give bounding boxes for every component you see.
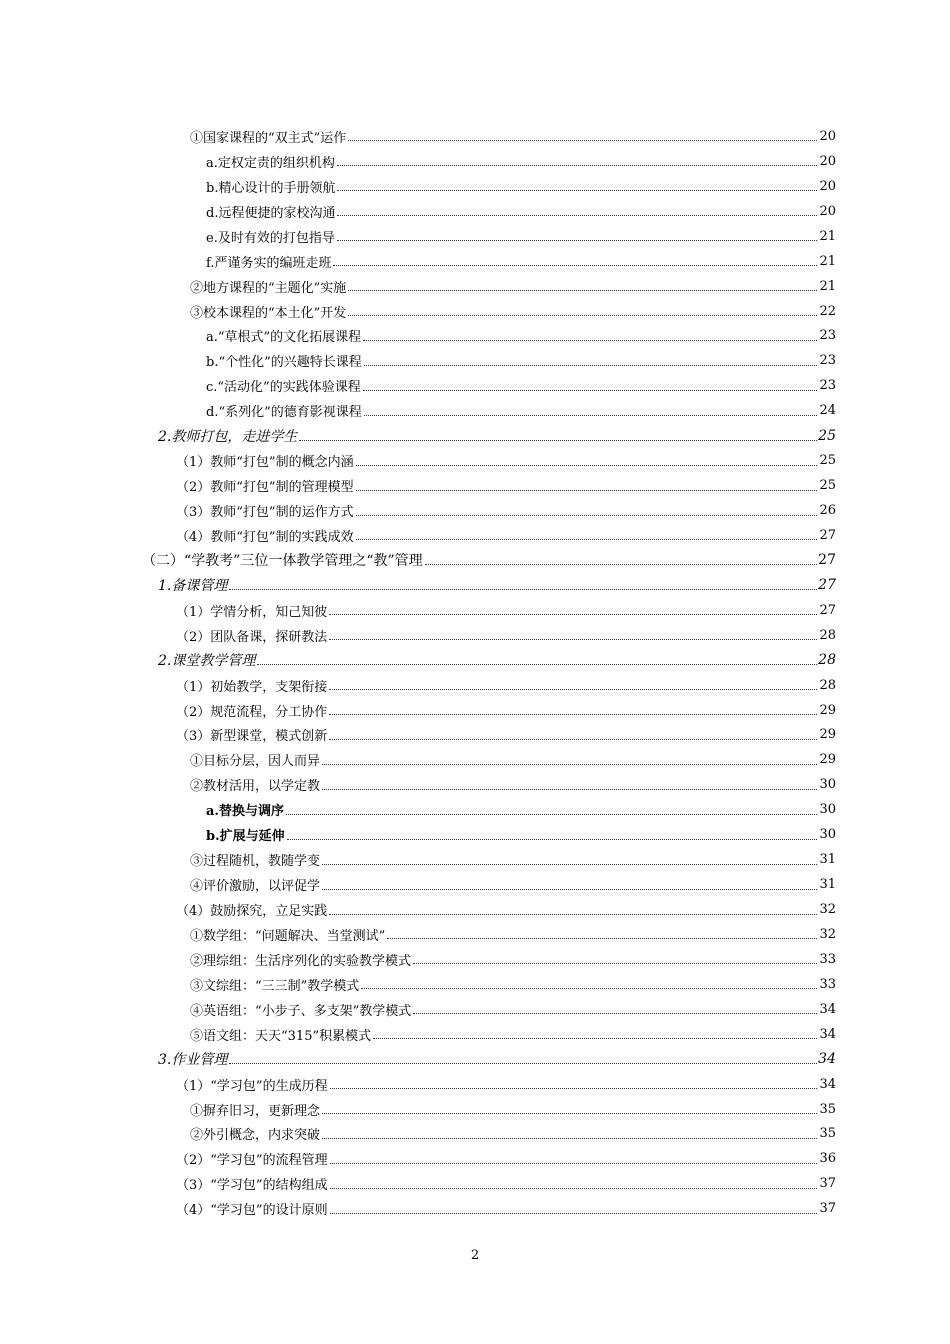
toc-dot-leader xyxy=(373,1038,817,1039)
toc-dot-leader xyxy=(356,515,817,516)
toc-entry-label: d.“系列化”的德育影视课程 xyxy=(206,405,362,421)
toc-entry-page: 27 xyxy=(819,602,836,618)
toc-entry-label: （4）“学习包”的设计原则 xyxy=(176,1203,328,1219)
toc-entry[interactable] xyxy=(206,324,836,349)
toc-entry-page: 27 xyxy=(819,527,836,543)
toc-entry-page: 28 xyxy=(819,677,836,693)
toc-dot-leader xyxy=(229,1063,817,1064)
toc-entry-label: b.精心设计的手册领航 xyxy=(206,180,336,196)
toc-entry-label: ②地方课程的“主题化”实施 xyxy=(190,280,347,296)
toc-entry[interactable] xyxy=(190,747,836,772)
toc-entry-label: ②教材活用，以学定教 xyxy=(190,779,321,795)
toc-entry[interactable] xyxy=(190,847,836,872)
toc-entry-page: 29 xyxy=(819,752,836,768)
toc-entry[interactable] xyxy=(176,1146,836,1171)
toc-dot-leader xyxy=(322,764,817,765)
toc-entry-page: 36 xyxy=(819,1151,836,1167)
toc-entry-page: 32 xyxy=(819,902,836,918)
toc-entry[interactable] xyxy=(142,548,836,573)
toc-entry-label: （2）“学习包”的流程管理 xyxy=(176,1153,328,1169)
toc-dot-leader xyxy=(413,963,817,964)
toc-dot-leader xyxy=(337,165,817,166)
toc-entry[interactable] xyxy=(176,448,836,473)
toc-entry-page: 20 xyxy=(819,203,836,219)
toc-entry-label: a.替换与调序 xyxy=(206,804,284,820)
toc-dot-leader xyxy=(348,315,817,316)
toc-entry[interactable] xyxy=(206,174,836,199)
toc-dot-leader xyxy=(322,1138,817,1139)
table-of-contents xyxy=(0,124,950,1221)
toc-entry-label: ①摒弃旧习，更新理念 xyxy=(190,1103,321,1119)
toc-entry[interactable] xyxy=(206,249,836,274)
toc-dot-leader xyxy=(287,839,817,840)
toc-entry-page: 20 xyxy=(819,128,836,144)
toc-entry-page: 27 xyxy=(818,577,836,594)
toc-entry[interactable] xyxy=(176,498,836,523)
toc-entry[interactable] xyxy=(190,872,836,897)
toc-entry[interactable] xyxy=(158,648,836,673)
toc-entry-page: 31 xyxy=(819,877,836,893)
toc-entry-page: 30 xyxy=(819,777,836,793)
toc-entry-label: （二）“学教考”三位一体教学管理之“教”管理 xyxy=(142,553,423,570)
toc-entry-label: ①数学组：“问题解决、当堂测试” xyxy=(190,928,386,944)
toc-entry-page: 30 xyxy=(819,802,836,818)
toc-entry-page: 23 xyxy=(819,353,836,369)
toc-entry-page: 23 xyxy=(819,328,836,344)
toc-entry[interactable] xyxy=(176,698,836,723)
toc-dot-leader xyxy=(330,1088,817,1089)
toc-entry-page: 25 xyxy=(819,453,836,469)
toc-dot-leader xyxy=(356,539,817,540)
toc-entry-label: （1）初始教学，支架衔接 xyxy=(176,679,328,695)
toc-entry[interactable] xyxy=(176,473,836,498)
toc-entry-label: 3.作业管理 xyxy=(158,1052,228,1069)
toc-entry-page: 20 xyxy=(819,153,836,169)
toc-entry-page: 23 xyxy=(819,378,836,394)
toc-entry-page: 34 xyxy=(819,1026,836,1042)
toc-entry[interactable] xyxy=(206,149,836,174)
toc-entry-label: 2.课堂教学管理 xyxy=(158,653,256,670)
toc-entry-label: （4）鼓励探究，立足实践 xyxy=(176,904,328,920)
toc-entry-label: a.定权定责的组织机构 xyxy=(206,155,335,171)
toc-entry-label: b.“个性化”的兴趣特长课程 xyxy=(206,355,362,371)
toc-dot-leader xyxy=(425,564,817,565)
toc-entry[interactable] xyxy=(206,398,836,423)
toc-dot-leader xyxy=(363,340,817,341)
toc-entry-page: 24 xyxy=(819,403,836,419)
toc-entry[interactable] xyxy=(190,772,836,797)
toc-dot-leader xyxy=(348,290,817,291)
toc-dot-leader xyxy=(330,1163,817,1164)
toc-entry[interactable] xyxy=(158,573,836,598)
toc-entry-label: （3）教师“打包”制的运作方式 xyxy=(176,505,354,521)
toc-entry-page: 35 xyxy=(819,1101,836,1117)
toc-dot-leader xyxy=(329,739,817,740)
toc-entry-label: ④英语组：“小步子、多支架”教学模式 xyxy=(190,1003,412,1019)
toc-entry[interactable] xyxy=(190,972,836,997)
toc-entry[interactable] xyxy=(206,822,836,847)
toc-entry-label: e.及时有效的打包指导 xyxy=(206,230,335,246)
toc-entry-label: b.扩展与延伸 xyxy=(206,829,285,845)
toc-entry[interactable] xyxy=(190,274,836,299)
toc-entry-label: （3）新型课堂，模式创新 xyxy=(176,729,328,745)
toc-dot-leader xyxy=(229,589,817,590)
toc-dot-leader xyxy=(364,365,817,366)
toc-entry[interactable] xyxy=(206,224,836,249)
toc-entry[interactable] xyxy=(176,1196,836,1221)
toc-dot-leader xyxy=(322,864,817,865)
toc-dot-leader xyxy=(286,814,817,815)
toc-entry[interactable] xyxy=(176,598,836,623)
toc-entry-page: 32 xyxy=(819,926,836,942)
toc-entry-label: （2）教师“打包”制的管理模型 xyxy=(176,480,354,496)
toc-entry-page: 22 xyxy=(819,303,836,319)
toc-entry-page: 29 xyxy=(819,727,836,743)
toc-entry-label: 1.备课管理 xyxy=(158,578,228,595)
toc-dot-leader xyxy=(330,1188,817,1189)
toc-entry-page: 26 xyxy=(819,503,836,519)
toc-entry[interactable] xyxy=(158,423,836,448)
toc-entry-label: （1）学情分析，知己知彼 xyxy=(176,604,328,620)
toc-entry-label: ①目标分层，因人而异 xyxy=(190,754,321,770)
toc-entry-page: 33 xyxy=(819,951,836,967)
toc-entry[interactable] xyxy=(176,623,836,648)
toc-entry[interactable] xyxy=(190,1097,836,1122)
toc-entry-label: ③校本课程的“本土化”开发 xyxy=(190,305,347,321)
toc-dot-leader xyxy=(364,415,817,416)
toc-entry[interactable] xyxy=(176,523,836,548)
toc-entry-page: 34 xyxy=(819,1076,836,1092)
toc-entry-page: 20 xyxy=(819,178,836,194)
toc-dot-leader xyxy=(329,639,817,640)
toc-entry[interactable] xyxy=(176,897,836,922)
toc-entry-label: （1）教师“打包”制的概念内涵 xyxy=(176,455,354,471)
toc-entry-page: 28 xyxy=(818,652,836,669)
toc-dot-leader xyxy=(348,140,817,141)
toc-entry-label: （3）“学习包”的结构组成 xyxy=(176,1178,328,1194)
toc-dot-leader xyxy=(413,1013,817,1014)
toc-entry-page: 27 xyxy=(818,552,836,569)
toc-dot-leader xyxy=(329,689,817,690)
toc-entry[interactable] xyxy=(190,1022,836,1047)
toc-entry-label: ⑤语文组：天天“315”积累模式 xyxy=(190,1028,372,1044)
toc-dot-leader xyxy=(361,988,817,989)
toc-entry-label: ③过程随机，教随学变 xyxy=(190,854,321,870)
toc-entry-page: 25 xyxy=(819,478,836,494)
toc-entry-label: 2.教师打包，走进学生 xyxy=(158,428,298,445)
toc-dot-leader xyxy=(337,240,817,241)
toc-entry-label: a.“草根式”的文化拓展课程 xyxy=(206,330,362,346)
toc-entry-label: （1）“学习包”的生成历程 xyxy=(176,1078,328,1094)
toc-entry-label: （2）团队备课，探研教法 xyxy=(176,629,328,645)
toc-entry-label: （4）教师“打包”制的实践成效 xyxy=(176,529,354,545)
toc-entry[interactable] xyxy=(206,797,836,822)
toc-entry[interactable] xyxy=(190,124,836,149)
toc-dot-leader xyxy=(387,938,817,939)
toc-entry-label: d.远程便捷的家校沟通 xyxy=(206,205,336,221)
toc-entry-page: 29 xyxy=(819,702,836,718)
toc-dot-leader xyxy=(363,390,817,391)
toc-dot-leader xyxy=(322,789,817,790)
toc-entry-page: 37 xyxy=(819,1201,836,1217)
toc-entry-label: ②理综组：生活序列化的实验教学模式 xyxy=(190,953,412,969)
toc-dot-leader xyxy=(337,190,817,191)
toc-dot-leader xyxy=(329,614,817,615)
toc-dot-leader xyxy=(257,664,817,665)
toc-entry-page: 21 xyxy=(819,253,836,269)
toc-entry[interactable] xyxy=(158,1047,836,1072)
toc-dot-leader xyxy=(356,465,817,466)
toc-entry-page: 34 xyxy=(818,1051,836,1068)
toc-dot-leader xyxy=(333,265,817,266)
toc-entry[interactable] xyxy=(190,997,836,1022)
toc-entry[interactable] xyxy=(176,723,836,748)
toc-dot-leader xyxy=(322,1113,817,1114)
toc-entry[interactable] xyxy=(176,1072,836,1097)
toc-dot-leader xyxy=(356,490,817,491)
toc-dot-leader xyxy=(329,714,817,715)
toc-entry-label: f.严谨务实的编班走班 xyxy=(206,255,332,271)
toc-dot-leader xyxy=(330,1213,817,1214)
toc-entry[interactable] xyxy=(176,1171,836,1196)
toc-entry-label: （2）规范流程，分工协作 xyxy=(176,704,328,720)
toc-entry[interactable] xyxy=(176,673,836,698)
toc-entry-page: 21 xyxy=(819,228,836,244)
toc-entry-label: ②外引概念，内求突破 xyxy=(190,1128,321,1144)
toc-dot-leader xyxy=(322,889,817,890)
toc-entry-label: ①国家课程的“双主式”运作 xyxy=(190,130,347,146)
toc-entry[interactable] xyxy=(190,922,836,947)
toc-entry-page: 37 xyxy=(819,1176,836,1192)
toc-entry[interactable] xyxy=(190,1122,836,1147)
toc-entry[interactable] xyxy=(206,199,836,224)
toc-entry-label: ④评价激励，以评促学 xyxy=(190,879,321,895)
toc-entry-page: 30 xyxy=(819,827,836,843)
toc-entry-page: 34 xyxy=(819,1001,836,1017)
toc-dot-leader xyxy=(329,914,817,915)
toc-entry[interactable] xyxy=(190,947,836,972)
toc-dot-leader xyxy=(299,440,817,441)
toc-entry[interactable] xyxy=(190,299,836,324)
toc-entry-page: 28 xyxy=(819,627,836,643)
page-number: 2 xyxy=(470,1248,480,1263)
toc-entry-page: 21 xyxy=(819,278,836,294)
toc-entry-label: c.“活动化”的实践体验课程 xyxy=(206,380,361,396)
toc-entry[interactable] xyxy=(206,348,836,373)
toc-entry-page: 35 xyxy=(819,1126,836,1142)
toc-entry-label: ③文综组：“三三制”教学模式 xyxy=(190,978,360,994)
toc-entry[interactable] xyxy=(206,373,836,398)
toc-dot-leader xyxy=(337,215,817,216)
toc-entry-page: 33 xyxy=(819,976,836,992)
toc-entry-page: 25 xyxy=(818,427,836,444)
toc-entry-page: 31 xyxy=(819,852,836,868)
